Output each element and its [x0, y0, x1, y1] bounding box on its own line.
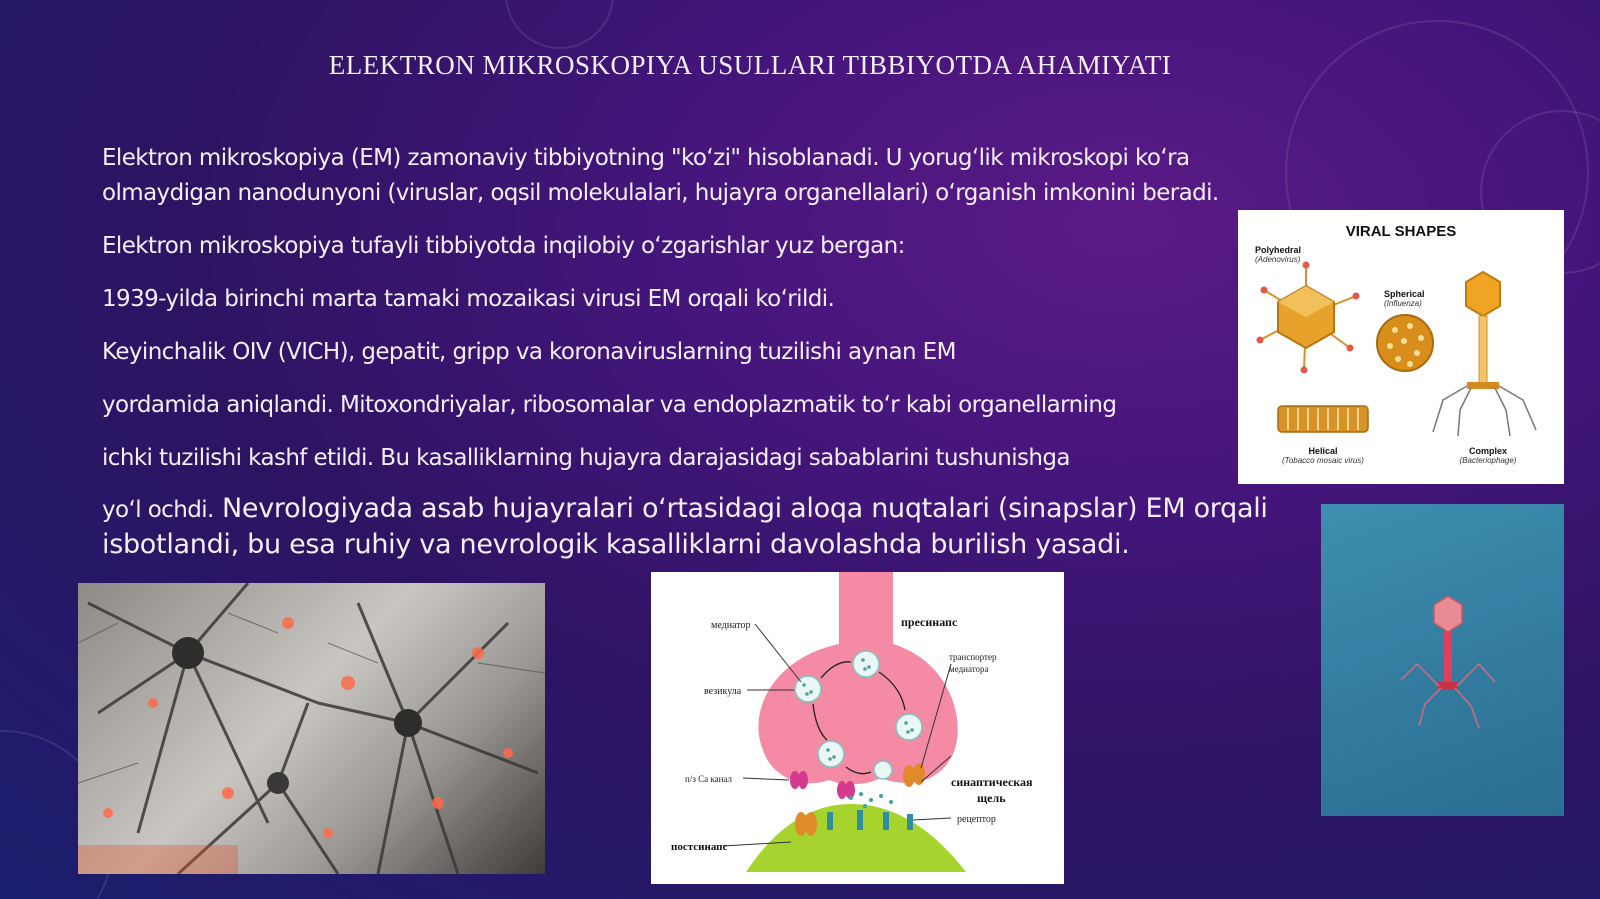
bacteriophage-icon — [1401, 596, 1495, 728]
viral-shapes-image — [1238, 210, 1564, 484]
paragraph-line: Elektron mikroskopiya (EM) zamonaviy tibbiyotning "koʻzi" hisoblanadi. U yorugʻlik mikroskopi koʻra — [102, 145, 1190, 171]
spherical-label: Spherical — [1384, 289, 1425, 299]
neuron-network-image — [78, 583, 545, 874]
presynapse-shape — [758, 572, 957, 784]
helical-label: Helical — [1308, 446, 1338, 456]
paragraph-line: ichki tuzilishi kashf etildi. Bu kasalliklarning hujayra darajasidagi sabablarini tushunishga — [102, 445, 1070, 471]
label-transporter: транспортер — [949, 652, 997, 662]
spherical-virus-icon — [1377, 315, 1433, 371]
paragraph-line: Elektron mikroskopiya tufayli tibbiyotda inqilobiy oʻzgarishlar yuz bergan: — [102, 233, 905, 259]
paragraph-line: yordamida aniqlandi. Mitoxondriyalar, ribosomalar va endoplazmatik toʻr kabi organellarning — [102, 392, 1117, 418]
label-synaptic-cleft: синаптическая — [951, 775, 1033, 789]
paragraph-line — [102, 491, 1268, 528]
label-synaptic-cleft-2: щель — [977, 791, 1006, 805]
label-receptor: рецептор — [957, 814, 996, 825]
viral-shapes-title: VIRAL SHAPES — [1345, 223, 1457, 240]
polyhedral-label: Polyhedral — [1255, 245, 1302, 255]
postsynapse-shape — [746, 804, 966, 872]
spherical-sublabel: (Influenza) — [1384, 299, 1422, 308]
label-transporter-2: медиатора — [949, 664, 989, 674]
synapse-diagram — [651, 572, 1064, 884]
label-mediator: медиатор — [711, 620, 751, 631]
paragraph-line: olmaydigan nanodunyoni (viruslar, oqsil molekulalari, hujayra organellalari) oʻrganish imkonini beradi. — [102, 180, 1219, 206]
slide-title: ELEKTRON MIKROSKOPIYA USULLARI TIBBIYOTDA AHAMIYATI — [328, 50, 1172, 80]
paragraph-fragment: yoʻl ochdi. — [102, 497, 214, 523]
paragraph-line: isbotlandi, bu esa ruhiy va nevrologik kasalliklarni davolashda burilish yasadi. — [102, 529, 1130, 560]
polyhedral-sublabel: (Adenovirus) — [1255, 255, 1301, 264]
bacteriophage-image — [1321, 504, 1564, 816]
label-vesicle: везикула — [704, 686, 742, 697]
complex-label: Complex — [1468, 446, 1508, 456]
polyhedral-virus-icon — [1257, 262, 1360, 374]
paragraph-line: 1939-yilda birinchi marta tamaki mozaikasi virusi EM orqali koʻrildi. — [102, 286, 835, 312]
bacteriophage-virus-icon — [1433, 272, 1536, 436]
label-postsynapse: постсинапс — [671, 841, 728, 853]
label-ca-channel: п/з Са канал — [685, 774, 732, 784]
paragraph-line: Keyinchalik OIV (VICH), gepatit, gripp va koronaviruslarning tuzilishi aynan EM — [102, 339, 956, 365]
helical-virus-icon — [1278, 406, 1368, 432]
helical-sublabel: (Tobacco mosaic virus) — [1282, 456, 1364, 465]
paragraph-fragment: Nevrologiyada asab hujayralari oʻrtasidagi aloqa nuqtalari (sinapslar) EM orqali — [213, 493, 1268, 524]
complex-sublabel: (Bacteriophage) — [1459, 456, 1517, 465]
label-presynapse: пресинапс — [901, 615, 958, 629]
decor-circle — [505, 0, 614, 49]
